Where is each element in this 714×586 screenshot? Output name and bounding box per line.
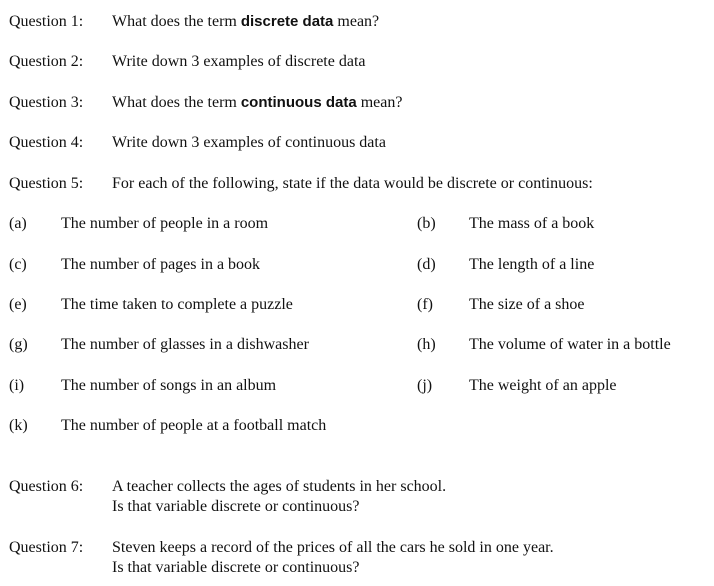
part-d-label: (d) — [417, 256, 436, 273]
part-j-text: The weight of an apple — [469, 377, 617, 394]
part-c-text: The number of pages in a book — [61, 256, 261, 273]
part-c-label: (c) — [9, 256, 27, 273]
part-g-text: The number of glasses in a dishwasher — [61, 336, 309, 353]
question-3-text — [112, 93, 402, 113]
question-4-text: Write down 3 examples of continuous data — [112, 134, 386, 151]
question-5-text: For each of the following, state if the data would be discrete or continuous: — [112, 175, 593, 192]
question-1-text — [112, 12, 379, 32]
part-e-text: The time taken to complete a puzzle — [61, 296, 293, 313]
part-e-label: (e) — [9, 296, 27, 313]
part-f-label: (f) — [417, 296, 433, 313]
question-2-label: Question 2: — [9, 53, 84, 70]
question-7-line-1: Steven keeps a record of the prices of all the cars he sold in one year. — [112, 539, 554, 556]
question-1-text-start: What does the term — [112, 13, 241, 30]
part-h-text: The volume of water in a bottle — [469, 336, 671, 353]
question-3-text-start: What does the term — [112, 94, 241, 111]
question-3-text-end: mean? — [356, 94, 403, 111]
question-7-label: Question 7: — [9, 539, 84, 556]
part-g-label: (g) — [9, 336, 28, 353]
part-d-text: The length of a line — [469, 256, 595, 273]
part-a-label: (a) — [9, 215, 27, 232]
question-3-label: Question 3: — [9, 94, 84, 111]
question-2-text: Write down 3 examples of discrete data — [112, 53, 366, 70]
question-6-line-1: A teacher collects the ages of students in her school. — [112, 478, 447, 495]
question-6-line-2: Is that variable discrete or continuous? — [112, 498, 360, 515]
part-i-label: (i) — [9, 377, 25, 394]
part-k-text: The number of people at a football match — [61, 417, 327, 434]
part-f-text: The size of a shoe — [469, 296, 585, 313]
part-a-text: The number of people in a room — [61, 215, 269, 232]
question-1-bold-term: discrete data — [240, 13, 334, 30]
question-7-line-2: Is that variable discrete or continuous? — [112, 559, 360, 576]
question-5-label: Question 5: — [9, 175, 84, 192]
part-i-text: The number of songs in an album — [61, 377, 277, 394]
question-6-label: Question 6: — [9, 478, 84, 495]
question-4-label: Question 4: — [9, 134, 84, 151]
part-j-label: (j) — [417, 377, 433, 394]
part-h-label: (h) — [417, 336, 436, 353]
question-1-text-end: mean? — [333, 13, 380, 30]
part-b-text: The mass of a book — [469, 215, 595, 232]
question-1-label: Question 1: — [9, 13, 84, 30]
part-b-label: (b) — [417, 215, 436, 232]
question-3-bold-term: continuous data — [240, 94, 357, 111]
part-k-label: (k) — [9, 417, 28, 434]
